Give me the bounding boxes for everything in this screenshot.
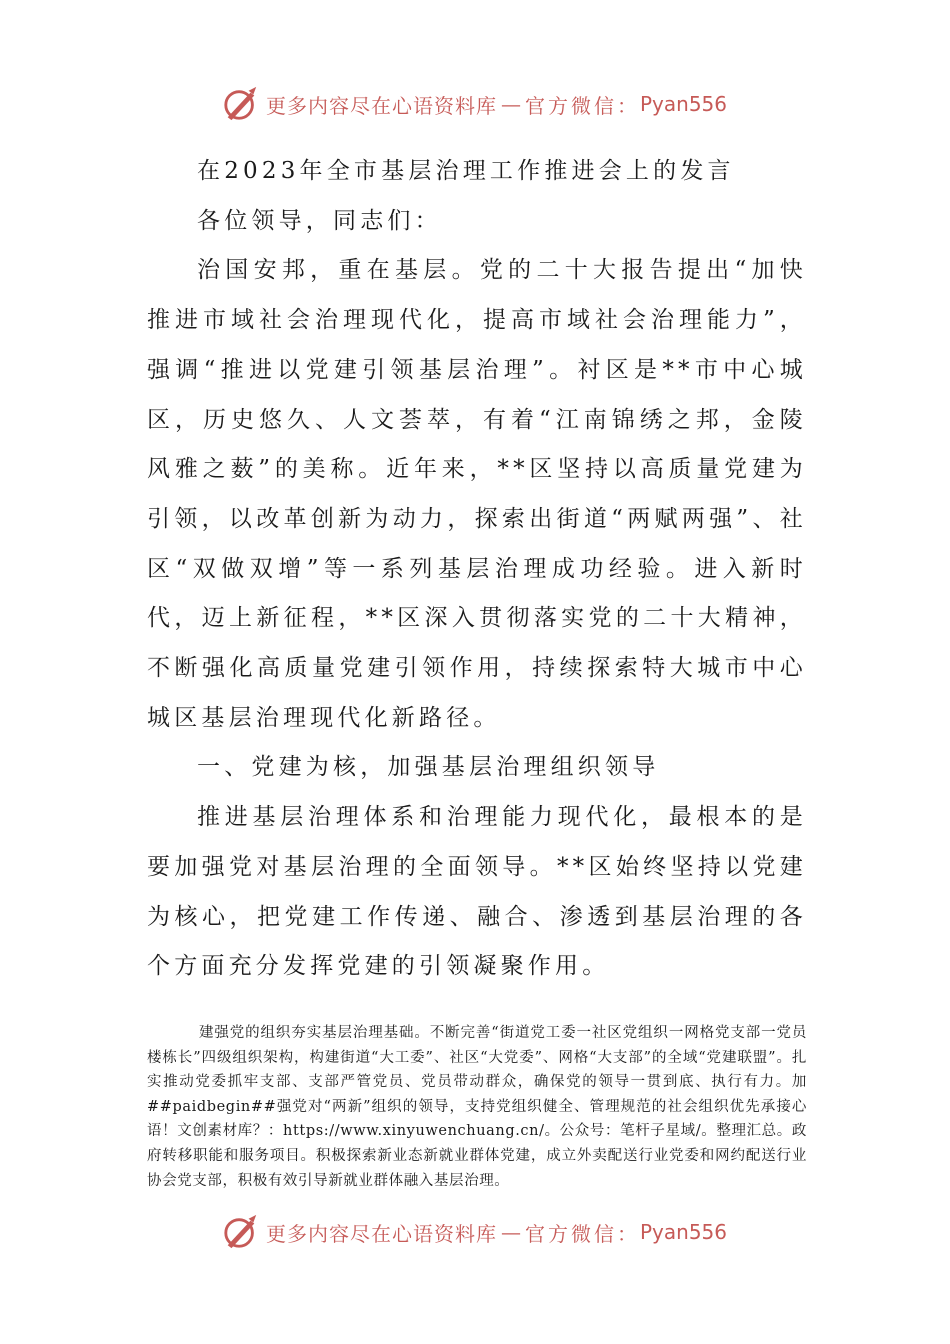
banner-text: 更多内容尽在心语资料库 — [266, 1221, 497, 1246]
banner-wechat-label: 官方微信： — [525, 1221, 640, 1246]
document-body — [147, 147, 807, 992]
banner-text: 更多内容尽在心语资料库 — [266, 93, 497, 118]
banner-wechat-id: Pyan556 — [640, 1220, 728, 1244]
banner-separator: — — [501, 92, 521, 116]
small-print-paragraph: 建强党的组织夯实基层治理基础。不断完善“街道党工委一社区党组织一网格党支部一党员楼栋长”四级组织架构，构建街道“大工委”、社区“大党委”、网格“大支部”的全域“党建联盟”。扎实推动党委抓牢支部、支部严管党员、党员带动群众，确保党的领导一贯到底、执行有力。加##paidbegin##强党对“两新”组织的领导，支持党组织健全、管理规范的社会组织优先承接心语！文创素材库？：https://www.xinyuwenchuang.cn/。公众号：笔杆子星域/。整理汇总。政府转移职能和服务项目。积极探索新业态新就业群体党建，成立外卖配送行业党委和网约配送行业协会党支部，积极有效引导新就业群体融入基层治理。 — [147, 1025, 807, 1189]
header-watermark-banner — [222, 84, 742, 124]
section-heading: 一、党建为核，加强基层治理组织领导 — [197, 754, 660, 781]
document-greeting: 各位领导，同志们： — [197, 207, 442, 234]
banner-wechat-label: 官方微信： — [525, 93, 640, 118]
small-print-section — [147, 1021, 807, 1193]
banner-separator: — — [501, 1220, 521, 1244]
pen-circle-logo-icon — [222, 85, 260, 123]
body-paragraph: 治国安邦，重在基层。党的二十大报告提出“加快推进市域社会治理现代化，提高市域社会治理能力”，强调“推进以党建引领基层治理”。衬区是**市中心城区，历史悠久、人文荟萃，有着“江南锦绣之邦，金陵风雅之薮”的美称。近年来，**区坚持以高质量党建为引领，以改革创新为动力，探索出街道“两赋两强”、社区“双做双增”等一系列基层治理成功经验。进入新时代，迈上新征程，**区深入贯彻落实党的二十大精神，不断强化高质量党建引领作用，持续探索特大城市中心城区基层治理现代化新路径。 — [147, 257, 807, 731]
body-paragraph: 推进基层治理体系和治理能力现代化，最根本的是要加强党对基层治理的全面领导。**区始终坚持以党建为核心，把党建工作传递、融合、渗透到基层治理的各个方面充分发挥党建的引领凝聚作用。 — [147, 804, 807, 980]
footer-watermark-banner — [222, 1212, 742, 1252]
pen-circle-logo-icon — [222, 1213, 260, 1251]
banner-wechat-id: Pyan556 — [640, 92, 728, 116]
document-title: 在2023年全市基层治理工作推进会上的发言 — [197, 158, 735, 184]
